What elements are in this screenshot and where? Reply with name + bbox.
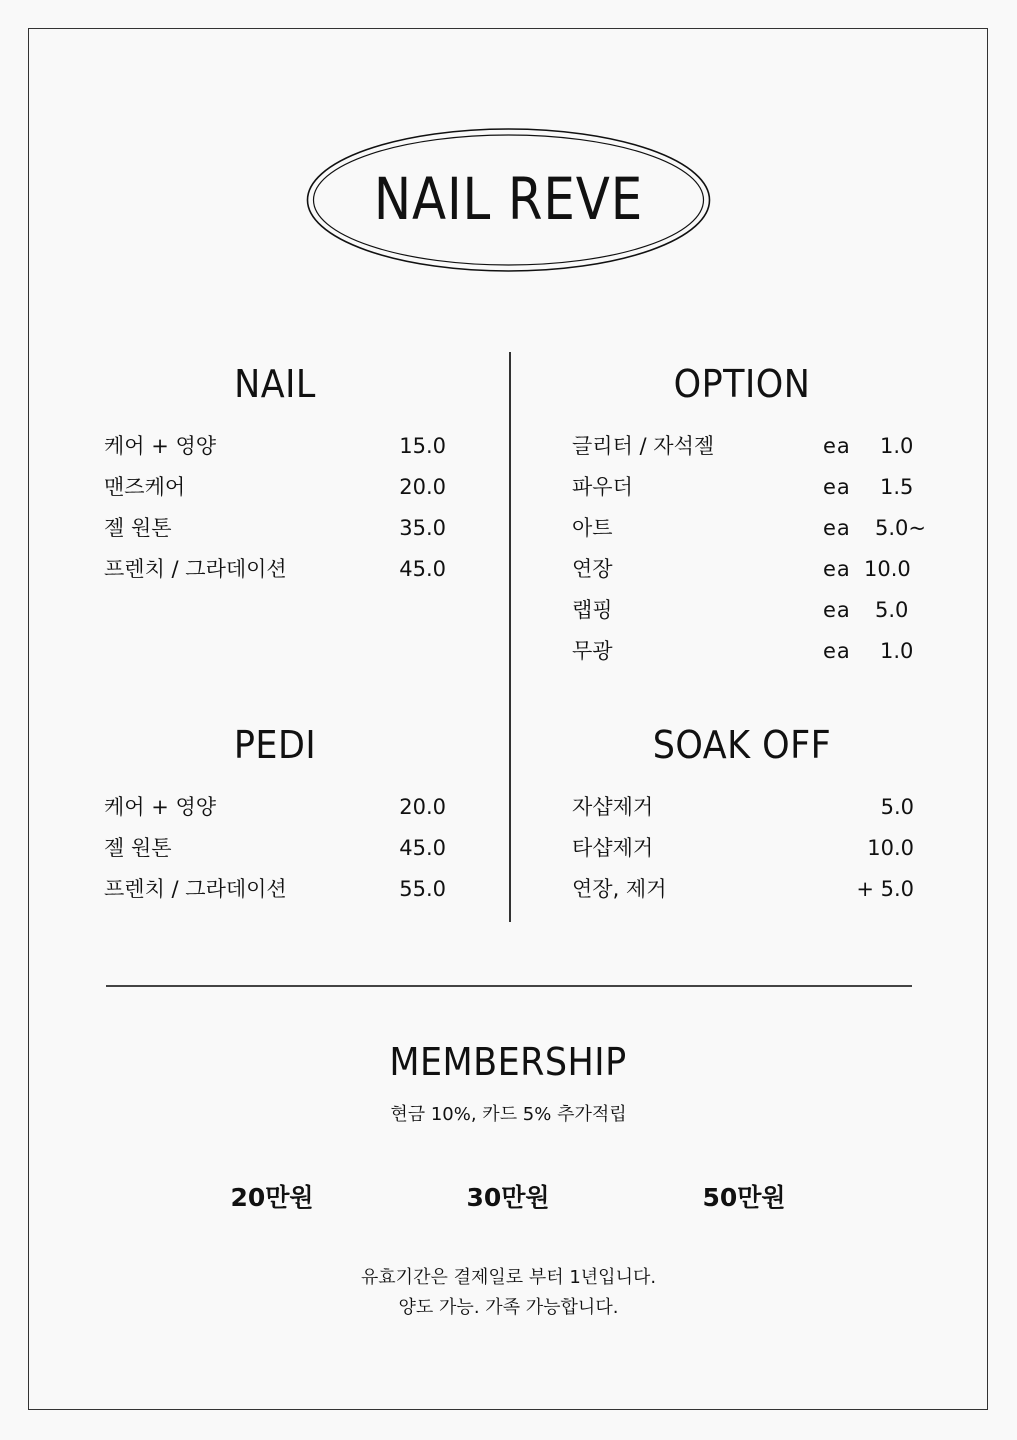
option-item-price: 10.0 bbox=[864, 557, 911, 581]
pedi-item bbox=[104, 793, 446, 821]
option-item-price: 1.0 bbox=[880, 434, 914, 458]
column-divider bbox=[509, 352, 511, 922]
option-item bbox=[572, 555, 917, 583]
option-item bbox=[572, 637, 917, 665]
nail-item-label: 맨즈케어 bbox=[104, 475, 186, 499]
soak-off-item-price: 5.0 bbox=[880, 795, 914, 819]
option-item-unit: ea bbox=[823, 516, 851, 540]
option-item-label: 파우더 bbox=[572, 475, 633, 499]
soak-off-item-price: + 5.0 bbox=[856, 877, 914, 901]
soak-off-section-title: SOAK OFF bbox=[652, 723, 832, 767]
option-item bbox=[572, 473, 917, 501]
membership-tier: 50만원 bbox=[702, 1183, 786, 1212]
nail-item-price: 45.0 bbox=[399, 557, 446, 581]
soak-off-item-label: 자샵제거 bbox=[572, 795, 654, 819]
soak-off-item bbox=[572, 834, 914, 862]
section-divider bbox=[106, 985, 912, 987]
pedi-item-price: 45.0 bbox=[399, 836, 446, 860]
membership-tier: 20만원 bbox=[230, 1183, 314, 1212]
option-item-label: 무광 bbox=[572, 639, 613, 663]
option-item-unit: ea bbox=[823, 639, 851, 663]
option-item-label: 랩핑 bbox=[572, 598, 613, 622]
nail-section-title: NAIL bbox=[234, 362, 316, 406]
pedi-section-title: PEDI bbox=[233, 723, 317, 767]
nail-item-label: 젤 원톤 bbox=[104, 516, 172, 540]
option-item-unit: ea bbox=[823, 557, 851, 581]
soak-off-item bbox=[572, 875, 914, 903]
option-item bbox=[572, 596, 917, 624]
option-item-unit: ea bbox=[823, 475, 851, 499]
option-item bbox=[572, 514, 926, 542]
membership-footer-line: 양도 가능. 가족 가능합니다. bbox=[398, 1297, 619, 1318]
nail-item bbox=[104, 432, 446, 460]
membership-footer-line: 유효기간은 결제일로 부터 1년입니다. bbox=[360, 1267, 657, 1288]
soak-off-item bbox=[572, 793, 914, 821]
pedi-item-price: 20.0 bbox=[399, 795, 446, 819]
soak-off-item-label: 연장, 제거 bbox=[572, 877, 667, 901]
option-item-unit: ea bbox=[823, 434, 851, 458]
option-section-title: OPTION bbox=[673, 362, 811, 406]
brand-name: NAIL REVE bbox=[373, 165, 644, 233]
soak-off-item-price: 10.0 bbox=[867, 836, 914, 860]
nail-item bbox=[104, 555, 446, 583]
pedi-item bbox=[104, 875, 446, 903]
option-item-unit: ea bbox=[823, 598, 851, 622]
pedi-item-label: 프렌치 / 그라데이션 bbox=[104, 877, 287, 901]
option-item-price: 5.0~ bbox=[875, 516, 926, 540]
option-item-label: 연장 bbox=[572, 557, 613, 581]
nail-item-price: 20.0 bbox=[399, 475, 446, 499]
soak-off-item-label: 타샵제거 bbox=[572, 836, 654, 860]
pedi-item-label: 젤 원톤 bbox=[104, 836, 172, 860]
option-item-label: 글리터 / 자석젤 bbox=[572, 434, 715, 458]
nail-item-price: 15.0 bbox=[399, 434, 446, 458]
nail-item bbox=[104, 473, 446, 501]
option-item bbox=[572, 432, 917, 460]
membership-note: 현금 10%, 카드 5% 추가적립 bbox=[390, 1104, 627, 1125]
pedi-item-price: 55.0 bbox=[399, 877, 446, 901]
option-item-price: 1.0 bbox=[880, 639, 914, 663]
membership-tier: 30만원 bbox=[466, 1183, 550, 1212]
option-item-label: 아트 bbox=[572, 516, 613, 540]
pedi-item bbox=[104, 834, 446, 862]
membership-title: MEMBERSHIP bbox=[389, 1040, 627, 1084]
nail-item-price: 35.0 bbox=[399, 516, 446, 540]
nail-item-label: 프렌치 / 그라데이션 bbox=[104, 557, 287, 581]
pedi-item-label: 케어 + 영양 bbox=[104, 795, 217, 819]
nail-item-label: 케어 + 영양 bbox=[104, 434, 217, 458]
option-item-price: 5.0 bbox=[875, 598, 909, 622]
nail-item bbox=[104, 514, 446, 542]
option-item-price: 1.5 bbox=[880, 475, 914, 499]
